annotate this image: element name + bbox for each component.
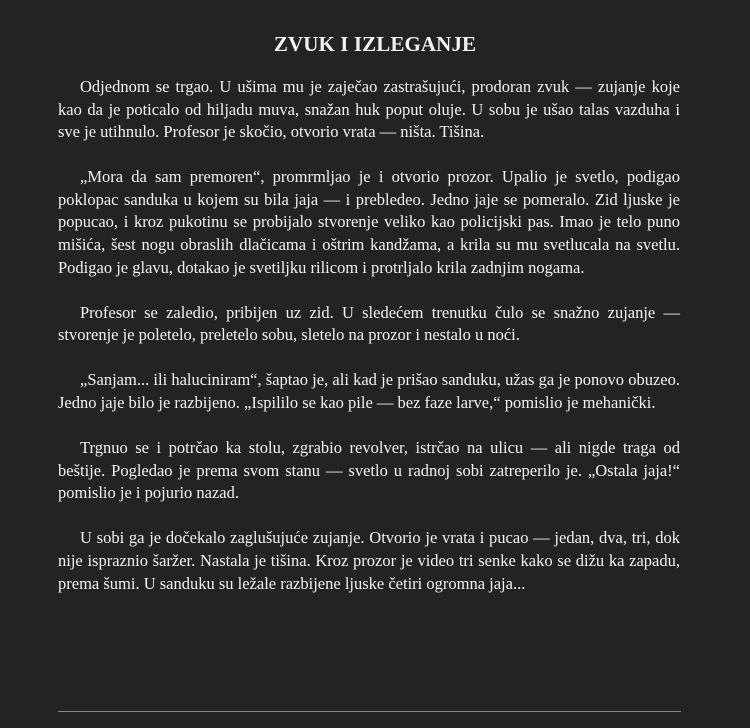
bottom-divider — [58, 711, 681, 712]
paragraph: „Sanjam... ili haluciniram“, šaptao je, ali kad je prišao sanduku, užas ga je ponovo obuzeo. Jedno jaje bilo je razbijeno. „Ispililo se kao pile — bez faze larve,“ pomislio je mehanički. — [58, 370, 680, 413]
chapter-title: ZVUK I IZLEGANJE — [273, 32, 477, 56]
chapter-body — [58, 76, 680, 618]
paragraph: Odjednom se trgao. U ušima mu je zaječao zastrašujući, prodoran zvuk — zujanje koje kao da je poticalo od hiljadu muva, snažan huk poput oluje. U sobu je ušao talas vazduha i sve je utihnulo. Profesor je skočio, otvorio vrata — ništa. Tišina. — [58, 77, 680, 142]
paragraph: U sobi ga je dočekalo zaglušujuće zujanje. Otvorio je vrata i pucao — jedan, dva, tri, dok nije ispraznio šaržer. Nastala je tišina. Kroz prozor je video tri senke kako se dižu ka zapadu, prema šumi. U sanduku su ležale razbijene ljuske četiri ogromna jaja... — [58, 528, 680, 593]
paragraph: Trgnuo se i potrčao ka stolu, zgrabio revolver, istrčao na ulicu — ali nigde traga od beštije. Pogledao je prema svom stanu — svetlo u radnoj sobi zatreperilo je. „Ostala jaja!“ pomislio je i pojurio nazad. — [58, 438, 680, 503]
paragraph: „Mora da sam premoren“, promrmljao je i otvorio prozor. Upalio je svetlo, podigao poklopac sanduka u kojem su bila jaja — i prebledeo. Jedno jaje se pomeralo. Zid ljuske je popucao, i kroz pukotinu se probijalo stvorenje veliko kao policijski pas. Imao je telo puno mišića, šest nogu obraslih dlačicama i oštrim kandžama, a krila su mu svetlucala na svetlu. Podigao je glavu, dotakao je svetiljku rilicom i protrljalo krila zadnjim nogama. — [58, 167, 680, 277]
paragraph: Profesor se zaledio, pribijen uz zid. U sledećem trenutku čulo se snažno zujanje — stvorenje je poletelo, preletelo sobu, sletelo na prozor i nestalo u noći. — [58, 302, 680, 345]
